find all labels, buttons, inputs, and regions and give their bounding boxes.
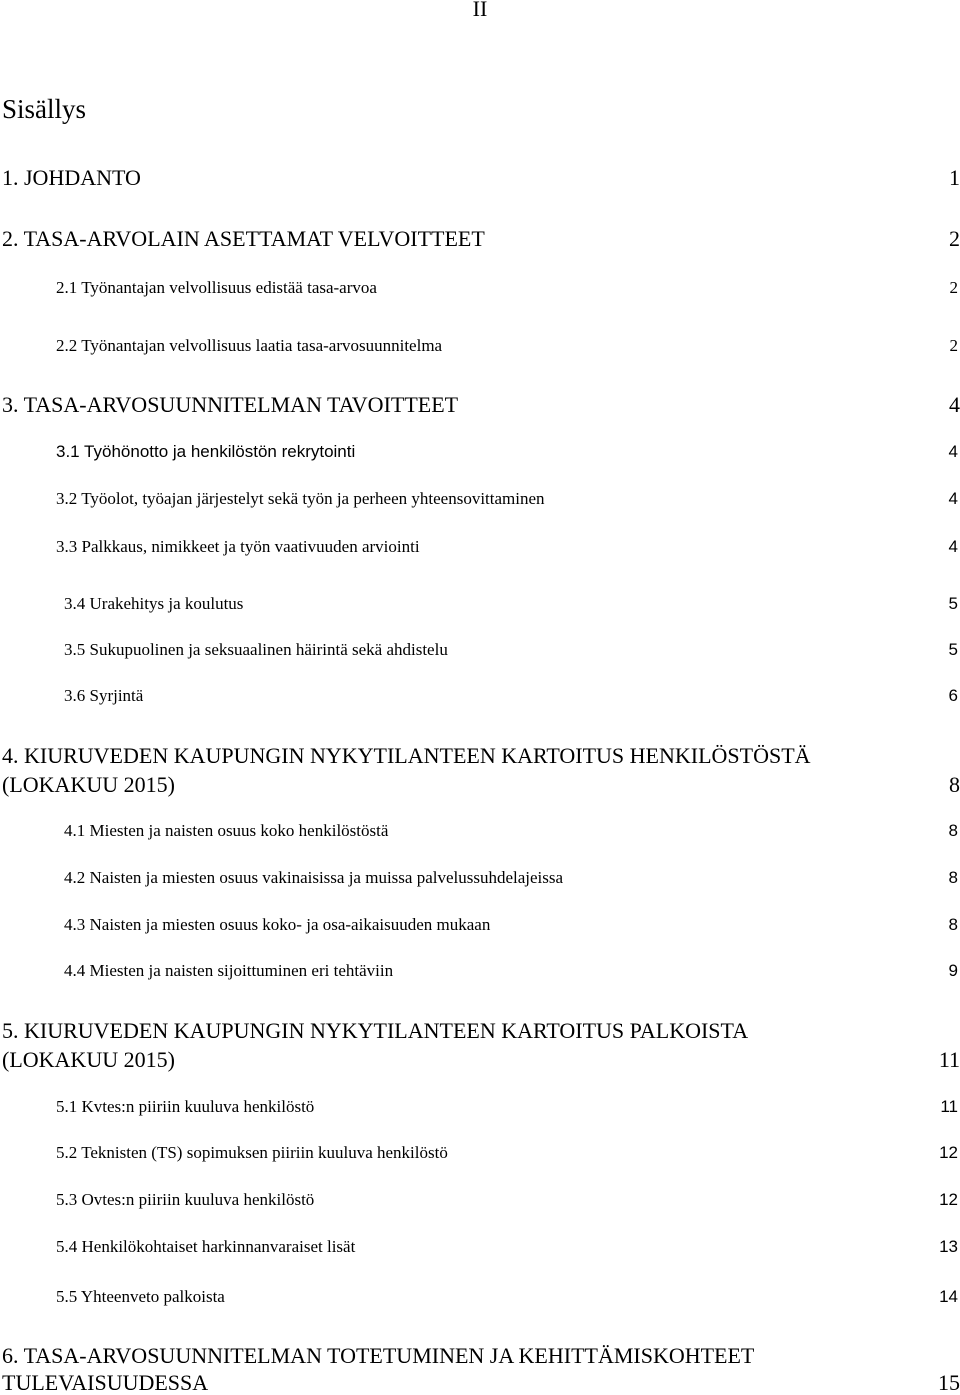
toc-entry-2-1[interactable] [0, 279, 960, 309]
toc-entry-3[interactable] [0, 393, 960, 423]
toc-entry-title: 5. KIURUVEDEN KAUPUNGIN NYKYTILANTEEN KARTOITUS PALKOISTA [2, 1018, 749, 1043]
toc-entry-4[interactable] [0, 744, 960, 804]
toc-entry-3-2[interactable] [0, 490, 960, 520]
toc-entry-page: 2 [949, 278, 958, 297]
toc-entry-2[interactable] [0, 227, 960, 257]
toc-entry-title: 3.3 Palkkaus, nimikkeet ja työn vaativuuden arviointi [56, 537, 420, 556]
toc-entry-title: 4.1 Miesten ja naisten osuus koko henkilöstöstä [64, 821, 389, 840]
toc-entry-4-3[interactable] [0, 916, 960, 946]
toc-entry-5-2[interactable] [0, 1144, 960, 1174]
toc-entry-title: 5.3 Ovtes:n piiriin kuuluva henkilöstö [56, 1190, 315, 1209]
toc-entry-title: 3.6 Syrjintä [64, 686, 144, 705]
toc-entry-title: 4.2 Naisten ja miesten osuus vakinaisissa ja muissa palvelussuhdelajeissa [64, 868, 564, 887]
toc-entry-5-1[interactable] [0, 1098, 960, 1128]
toc-entry-page: 2 [949, 336, 958, 355]
toc-entry-page: 13 [939, 1237, 958, 1256]
toc-entry-title: 4.3 Naisten ja miesten osuus koko- ja osa-aikaisuuden mukaan [64, 915, 491, 934]
toc-entry-page: 9 [948, 961, 958, 980]
toc-entry-title: 3.1 Työhönotto ja henkilöstön rekrytointi [56, 442, 356, 461]
toc-entry-title: 5.1 Kvtes:n piiriin kuuluva henkilöstö [56, 1097, 315, 1116]
toc-entry-5[interactable] [0, 1019, 960, 1079]
toc-entry-page: 8 [949, 772, 960, 797]
toc-entry-page: 6 [948, 686, 958, 705]
toc-entry-4-2[interactable] [0, 869, 960, 899]
toc-entry-page: 1 [949, 165, 960, 190]
toc-entry-title: 1. JOHDANTO [2, 165, 141, 190]
toc-entry-5-3[interactable] [0, 1191, 960, 1221]
toc-entry-title-continued: TULEVAISUUDESSA [2, 1370, 209, 1395]
toc-entry-title: 4.4 Miesten ja naisten sijoittuminen eri tehtäviin [64, 961, 394, 980]
toc-entry-title: 5.4 Henkilökohtaiset harkinnanvaraiset lisät [56, 1237, 356, 1256]
toc-entry-3-4[interactable] [0, 595, 960, 625]
toc-entry-title: 5.5 Yhteenveto palkoista [56, 1287, 225, 1306]
toc-entry-page: 4 [948, 537, 958, 556]
toc-entry-title-continued: (LOKAKUU 2015) [2, 1047, 175, 1072]
toc-entry-5-4[interactable] [0, 1238, 960, 1268]
toc-entry-page: 11 [938, 1047, 960, 1072]
toc-entry-1[interactable] [0, 166, 960, 196]
toc-entry-page: 8 [948, 868, 958, 887]
toc-entry-page: 12 [939, 1190, 958, 1209]
toc-entry-title: 3.5 Sukupuolinen ja seksuaalinen häirintä sekä ahdistelu [64, 640, 448, 659]
toc-entry-title-continued: (LOKAKUU 2015) [2, 772, 175, 797]
toc-entry-4-4[interactable] [0, 962, 960, 992]
toc-entry-title: 4. KIURUVEDEN KAUPUNGIN NYKYTILANTEEN KARTOITUS HENKILÖSTÖSTÄ [2, 743, 811, 768]
toc-entry-page: 8 [948, 821, 958, 840]
toc-entry-title: 3.4 Urakehitys ja koulutus [64, 594, 244, 613]
toc-entry-3-3[interactable] [0, 538, 960, 568]
toc-entry-page: 4 [948, 489, 958, 508]
toc-entry-3-6[interactable] [0, 687, 960, 717]
toc-entry-4-1[interactable] [0, 822, 960, 852]
toc-entry-6[interactable] [0, 1344, 960, 1394]
toc-entry-3-5[interactable] [0, 641, 960, 671]
toc-entry-page: 4 [949, 392, 960, 417]
toc-entry-title: 3.2 Työolot, työajan järjestelyt sekä työn ja perheen yhteensovittaminen [56, 489, 545, 508]
toc-entry-page: 15 [938, 1370, 960, 1395]
toc-entry-page: 4 [948, 442, 958, 461]
toc-entry-title: 3. TASA-ARVOSUUNNITELMAN TAVOITTEET [2, 392, 459, 417]
toc-entry-page: 5 [948, 594, 958, 613]
toc-entry-title: 2.2 Työnantajan velvollisuus laatia tasa-arvosuunnitelma [56, 336, 443, 355]
page-number: II [472, 0, 488, 21]
toc-entry-page: 14 [939, 1287, 958, 1306]
toc-entry-3-1[interactable] [0, 443, 960, 473]
toc-entry-title: 2. TASA-ARVOLAIN ASETTAMAT VELVOITTEET [2, 226, 485, 251]
toc-entry-page: 2 [949, 226, 960, 251]
toc-entry-page: 12 [939, 1143, 958, 1162]
toc-entry-page: 5 [948, 640, 958, 659]
toc-entry-page: 11 [940, 1097, 958, 1116]
toc-entry-2-2[interactable] [0, 337, 960, 367]
toc-entry-title: 2.1 Työnantajan velvollisuus edistää tasa-arvoa [56, 278, 377, 297]
toc-entry-page: 8 [948, 915, 958, 934]
page-title: Sisällys [2, 94, 87, 124]
toc-entry-title: 5.2 Teknisten (TS) sopimuksen piiriin kuuluva henkilöstö [56, 1143, 448, 1162]
toc-entry-title: 6. TASA-ARVOSUUNNITELMAN TOTETUMINEN JA KEHITTÄMISKOHTEET [2, 1343, 755, 1368]
toc-entry-5-5[interactable] [0, 1288, 960, 1318]
